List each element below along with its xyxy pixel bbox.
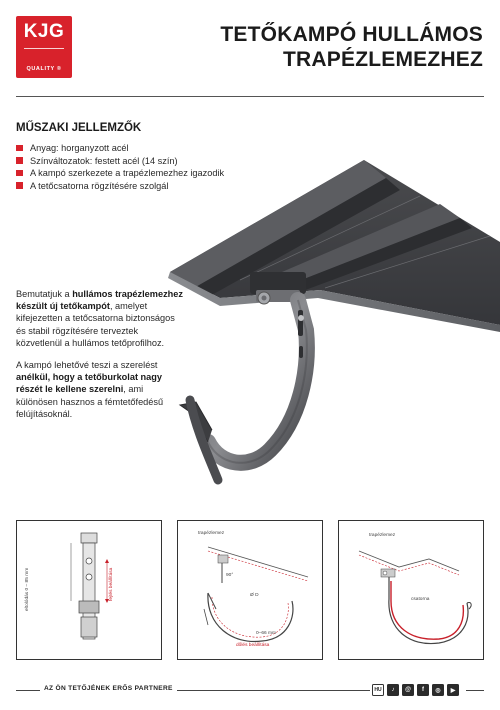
tiktok-icon[interactable]: ♪ [387, 684, 399, 696]
page-title [220, 22, 483, 72]
diagram-installation-drawing [178, 521, 322, 659]
bullet-icon [16, 170, 23, 177]
diagram-gutter-label: csatorna [411, 597, 430, 602]
diagram-slope-label: dőlés beállítása [236, 643, 270, 648]
diagram-gutter-drawing [339, 521, 483, 659]
diagram-installation [177, 520, 323, 660]
title-line-2: TRAPÉZLEMEZHEZ [283, 48, 483, 71]
header-divider [16, 96, 484, 97]
spec-item: Anyag: horganyzott acél [16, 142, 224, 155]
diagram-tilt-label: fejtés beállítása [109, 567, 114, 601]
product-illustration [150, 160, 500, 500]
diagram-sheet-label-2: trapézlemez [369, 533, 396, 538]
email-icon[interactable]: @ [402, 684, 414, 696]
diagram-angle-label: 90° [226, 573, 234, 578]
diagram-gutter [338, 520, 484, 660]
bullet-icon [16, 182, 23, 189]
youtube-icon[interactable]: ▶ [447, 684, 459, 696]
instagram-icon[interactable]: ◎ [432, 684, 444, 696]
diagram-range-label: 0–66 mm [256, 631, 276, 636]
specs-heading: MŰSZAKI JELLEMZŐK [16, 122, 142, 134]
logo-divider [24, 48, 64, 49]
diagram-offset-label: eltolódás 0 – 85 mm [25, 567, 30, 611]
spec-item: A kampó szerkezete a trapézlemezhez igazodik [16, 167, 224, 180]
facebook-icon[interactable]: f [417, 684, 429, 696]
intro-paragraph-1: Bemutatjuk a hullámos trapézlemezhez készült új tetőkampót, amelyet kifejezetten a tetőcsatorna biztonságos és stabil rögzítésére terveztek közvetlenül a hullámos tetőprofilhoz. [16, 289, 183, 348]
language-badge[interactable]: HU [372, 684, 384, 696]
diagram-adjustment-drawing [17, 521, 161, 659]
social-links [372, 684, 459, 696]
intro-text [16, 288, 186, 430]
spec-item: A tetőcsatorna rögzítésére szolgál [16, 180, 224, 193]
title-line-1: TETŐKAMPÓ HULLÁMOS [220, 23, 483, 46]
brand-logo [16, 16, 72, 78]
diagram-sheet-label: trapézlemez [198, 531, 225, 536]
diagram-diameter-label: Ø D [250, 593, 259, 598]
bullet-icon [16, 157, 23, 164]
brand-name: KJG [23, 21, 65, 42]
brand-tagline: QUALITY ® [26, 66, 62, 72]
spec-item: Színváltozatok: festett acél (14 szín) [16, 155, 224, 168]
footer-slogan: AZ ÖN TETŐJÉNEK ERŐS PARTNERE [40, 685, 177, 692]
diagram-adjustment [16, 520, 162, 660]
intro-paragraph-2: A kampó lehetővé teszi a szerelést anélkül, hogy a tetőburkolat nagy részét le kellene szerelni, ami különösen hasznos a fémtetőfedésű felújításoknál. [16, 360, 164, 419]
footer-rule-right [466, 690, 484, 691]
bullet-icon [16, 145, 23, 152]
